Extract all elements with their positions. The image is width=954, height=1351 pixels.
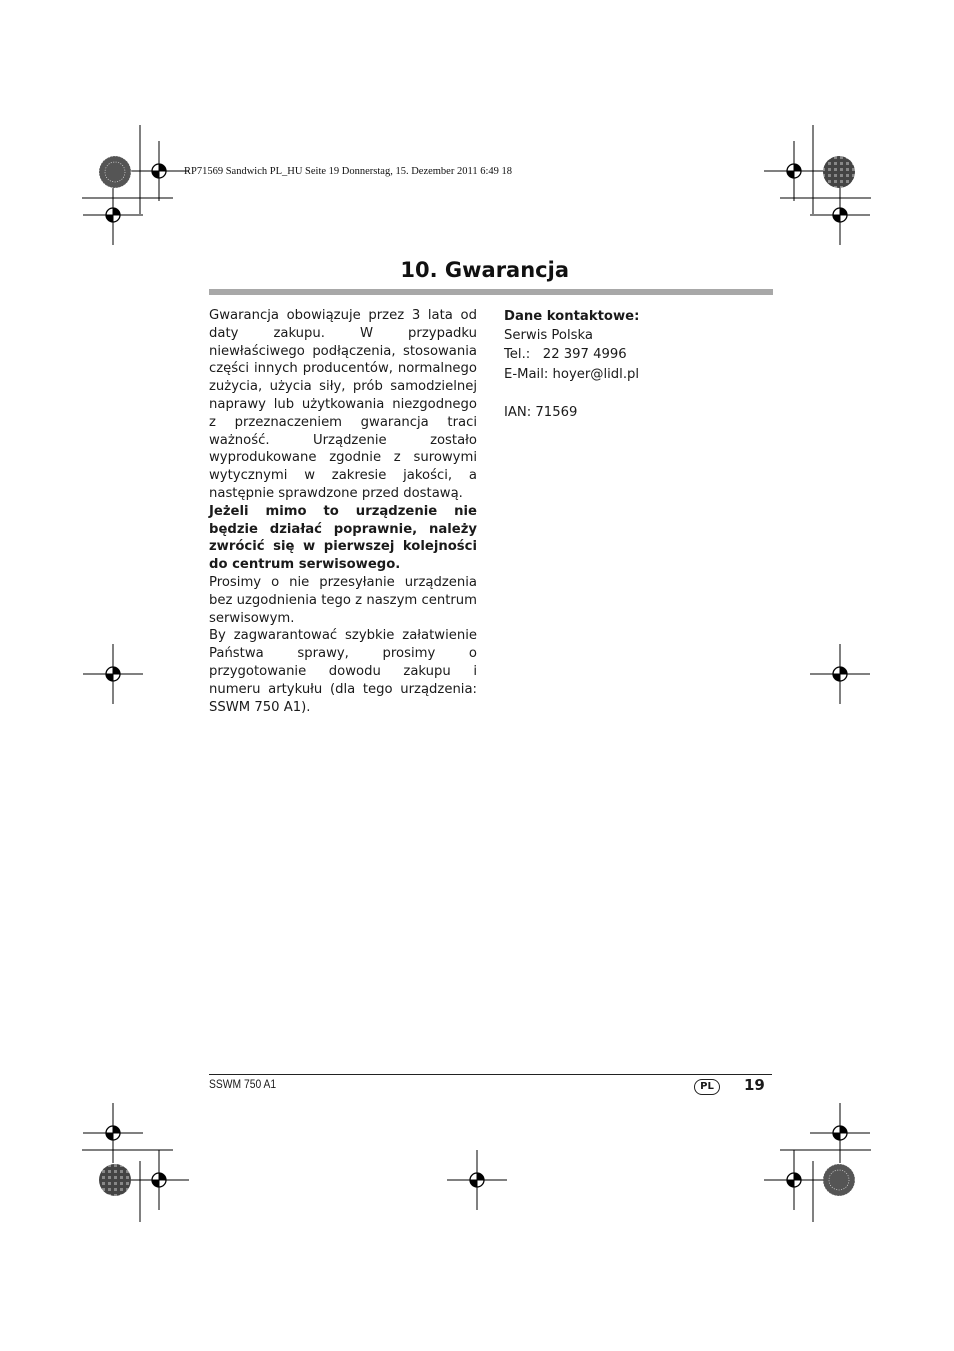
registration-mark-icon: [810, 644, 870, 704]
contact-ian: IAN: 71569: [504, 405, 578, 420]
warranty-service-notice: Jeżeli mimo to urządzenie nie będzie działać poprawnie, należy zwrócić się w pierwszej kolejności do centrum serwisowego.: [209, 503, 477, 573]
contact-heading: Dane kontaktowe:: [504, 309, 640, 324]
registration-mark-icon: [129, 141, 189, 201]
star-target-icon: [99, 156, 131, 188]
contact-column: [504, 307, 764, 422]
registration-mark-icon: [764, 1150, 824, 1210]
contact-email: E-Mail: hoyer@lidl.pl: [504, 366, 640, 382]
registration-mark-icon: [129, 1150, 189, 1210]
star-target-icon: [823, 1164, 855, 1196]
title-underline-bar: [209, 289, 773, 295]
warranty-paragraph: By zagwarantować szybkie załatwienie Państwa sprawy, prosimy o przygotowanie dowodu zakupu i numeru artykułu (dla tego urządzenia: SSWM 750 A1).: [209, 628, 477, 715]
print-slug: RP71569 Sandwich PL_HU Seite 19 Donnerstag, 15. Dezember 2011 6:49 18: [184, 166, 512, 177]
registration-mark-icon: [447, 1150, 507, 1210]
registration-mark-icon: [810, 1103, 870, 1163]
contact-phone: Tel.: 22 397 4996: [504, 347, 627, 363]
warranty-paragraph: Prosimy o nie przesyłanie urządzenia bez uzgodnienia tego z naszym centrum serwisowym.: [209, 574, 477, 626]
page-title: 10. Gwarancja: [400, 258, 569, 282]
warranty-paragraph: Gwarancja obowiązuje przez 3 lata od daty zakupu. W przypadku niewłaściwego podłączenia, stosowania części innych producentów, normalnego zużycia, użycia siły, prób samodzielnej naprawy lub użytkowania niezgodnego z przeznaczeniem gwarancja traci ważność. Urządzenie zostało wyprodukowane zgodnie z surowymi wytycznymi w zakresie jakości, a następnie sprawdzone przed dostawą.: [209, 308, 477, 501]
language-badge: PL: [694, 1079, 720, 1095]
gray-target-icon: [823, 156, 855, 188]
registration-mark-icon: [764, 141, 824, 201]
contact-service: Serwis Polska: [504, 328, 593, 344]
registration-mark-icon: [83, 644, 143, 704]
page-number: 19: [744, 1076, 765, 1094]
warranty-text-column: [209, 307, 477, 716]
footer-divider: [209, 1074, 772, 1075]
registration-mark-icon: [83, 185, 143, 245]
gray-target-icon: [99, 1164, 131, 1196]
footer-model: SSWM 750 A1: [209, 1077, 277, 1091]
registration-mark-icon: [83, 1103, 143, 1163]
registration-mark-icon: [810, 185, 870, 245]
